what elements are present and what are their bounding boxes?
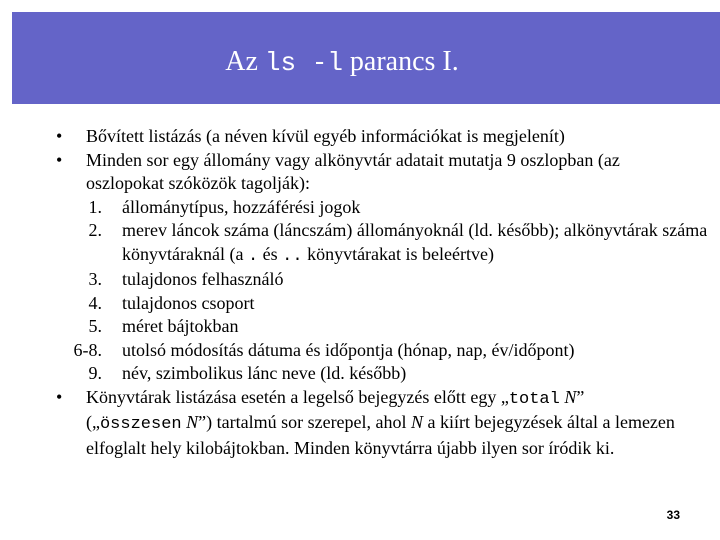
bullet-text: ” („ xyxy=(86,386,585,432)
title-suffix: parancs I. xyxy=(342,46,459,77)
bullet-text: Könyvtárak listázása esetén a legelső bejegyzés előtt egy „ xyxy=(86,386,509,407)
code-dotdot: .. xyxy=(282,246,303,266)
bullet-text: a kiírt bejegyzések által a lemezen elfoglalt hely kilobájtokban. Minden könyvtárra újabb ilyen sor íródik ki. xyxy=(86,412,675,458)
list-item xyxy=(0,268,708,292)
list-item-number: 2. xyxy=(88,220,102,240)
bullet-text: ”) tartalmú sor szerepel, ahol xyxy=(198,412,412,432)
code-dot: . xyxy=(247,246,259,266)
list-item-text: név, szimbolikus lánc neve (ld. később) xyxy=(122,363,407,383)
list-item-text: utolsó módosítás dátuma és időpontja (hónap, nap, év/időpont) xyxy=(122,339,575,360)
bullet-marker: • xyxy=(56,149,63,170)
bullet-extended-listing xyxy=(0,125,684,149)
list-item-text: és xyxy=(258,243,283,264)
list-item-number: 6-8. xyxy=(73,339,102,360)
list-item-text: merev láncok száma (láncszám) állományoknál (ld. később); alkönyvtárak száma könyvtáraknál (a xyxy=(122,220,708,264)
bullet-text: Minden sor egy állomány vagy alkönyvtár adatait mutatja 9 oszlopban (az oszlopokat szóközök tagolják): xyxy=(86,149,620,193)
list-item xyxy=(0,315,708,339)
bullet-columns xyxy=(0,149,684,196)
code-total: total xyxy=(508,389,560,409)
list-item xyxy=(0,362,708,386)
title-command: ls -l xyxy=(264,48,343,78)
title-underline xyxy=(36,104,648,108)
title-prefix: Az xyxy=(225,46,265,77)
title-bar xyxy=(12,12,720,104)
page-number: 33 xyxy=(666,508,680,522)
list-item-text: tulajdonos csoport xyxy=(122,292,255,313)
list-item xyxy=(0,339,708,363)
bullet-directory-total xyxy=(0,386,684,461)
bullet-text: Bővített listázás (a néven kívül egyéb információkat is megjelenít) xyxy=(86,126,565,146)
list-item xyxy=(0,219,708,268)
variable-n: N xyxy=(186,412,199,432)
list-item-number: 1. xyxy=(88,196,102,217)
list-item xyxy=(0,292,708,316)
code-osszesen: összesen xyxy=(99,415,182,434)
list-item-text: méret bájtokban xyxy=(122,316,239,336)
list-item xyxy=(0,196,708,220)
list-item-text: könyvtárakat is beleértve) xyxy=(302,243,494,264)
bullet-marker: • xyxy=(56,126,63,146)
list-item-text: állománytípus, hozzáférési jogok xyxy=(122,196,361,217)
list-item-number: 3. xyxy=(88,269,102,289)
variable-n: N xyxy=(564,386,577,407)
list-item-number: 9. xyxy=(88,363,102,383)
list-item-number: 5. xyxy=(88,316,102,336)
list-item-number: 4. xyxy=(88,292,102,313)
list-item-text: tulajdonos felhasználó xyxy=(122,269,284,289)
variable-n: N xyxy=(411,412,424,432)
bullet-marker: • xyxy=(56,386,63,407)
slide-title xyxy=(12,46,672,78)
slide-body xyxy=(0,125,720,460)
